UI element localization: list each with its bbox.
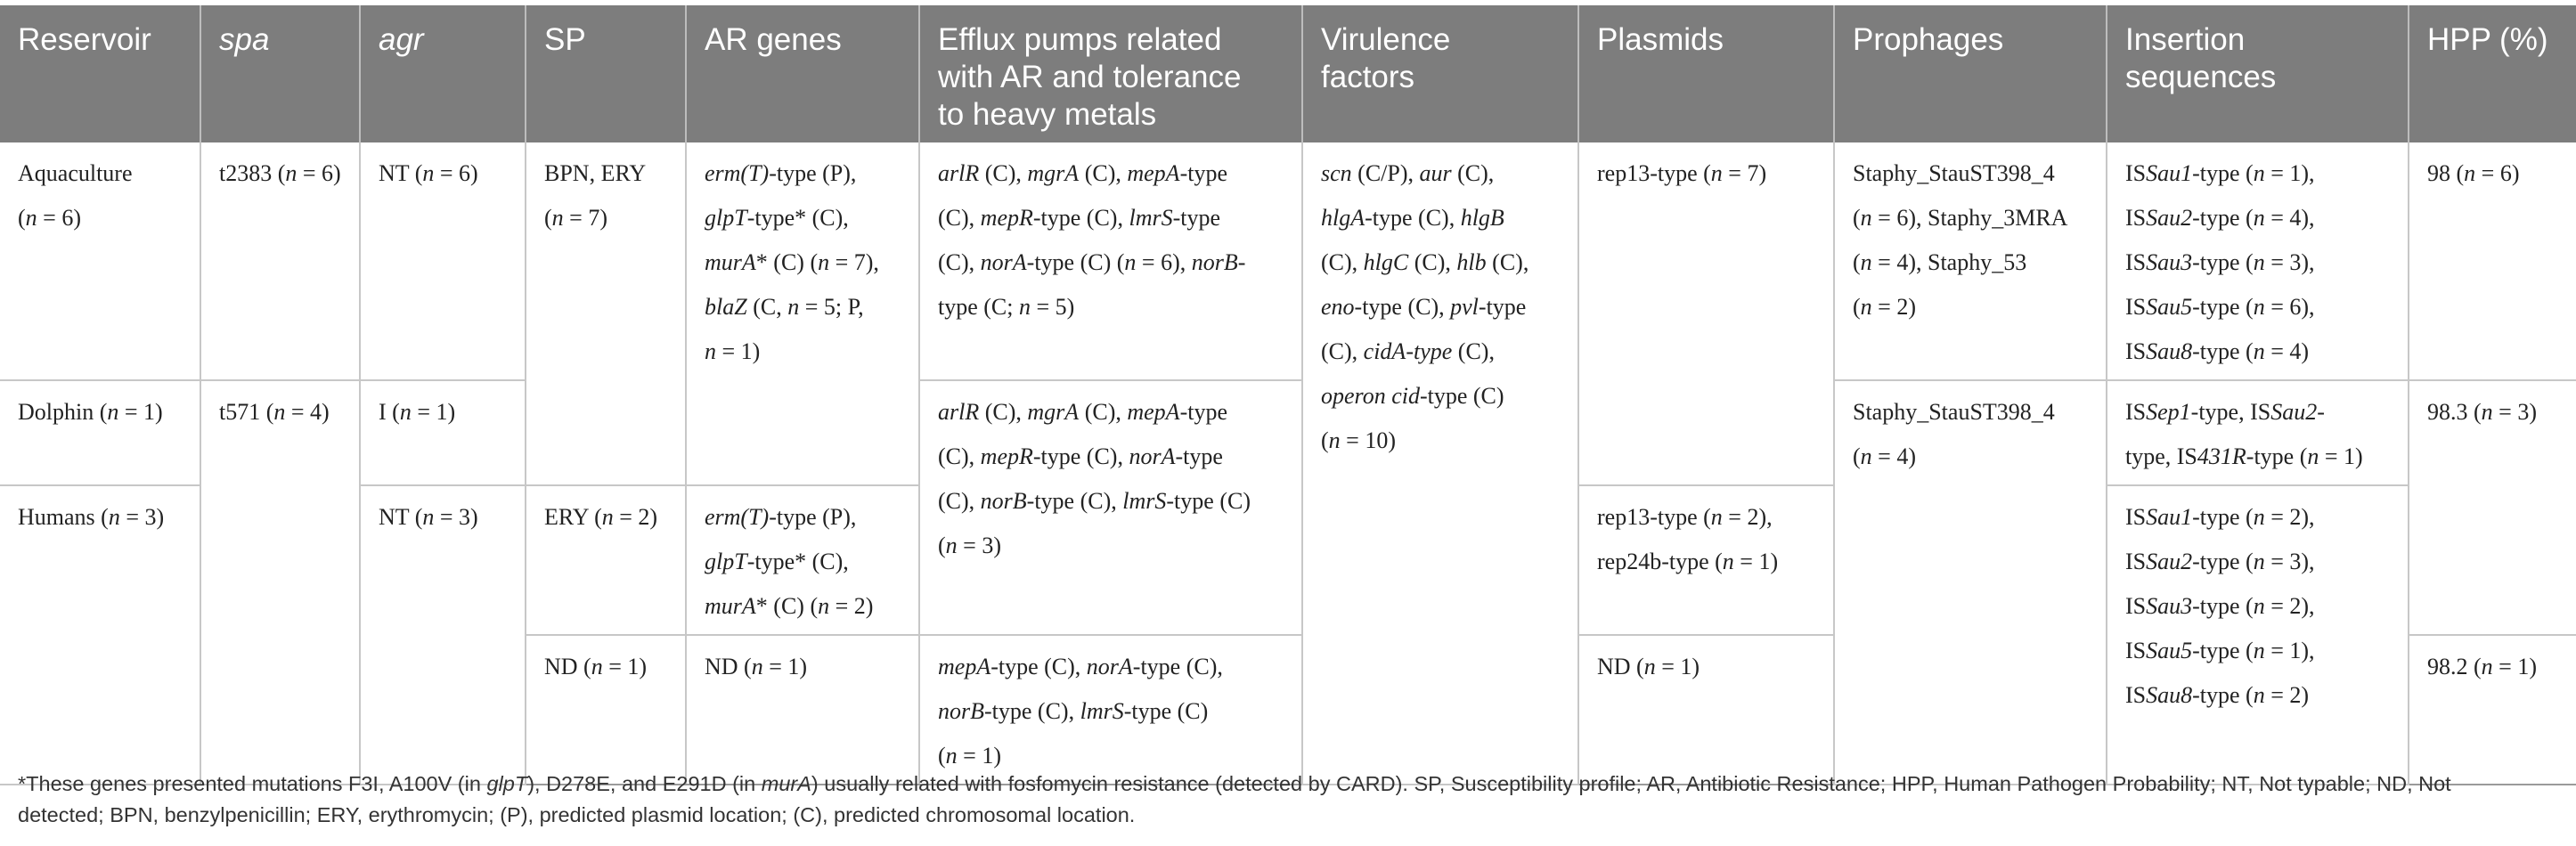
cell-line: 98 (n = 6) — [2427, 160, 2520, 186]
cell-line: operon cid-type (C) — [1321, 383, 1504, 409]
cell-line: Humans (n = 3) — [18, 504, 165, 530]
cell-line: type (C; n = 5) — [938, 294, 1075, 320]
table-cell — [360, 380, 526, 485]
table-row-aquaculture — [0, 142, 2576, 380]
table-cell — [200, 142, 360, 380]
cell-line: Staphy_StauST398_4 — [1853, 160, 2055, 186]
cell-line: t571 (n = 4) — [219, 399, 330, 425]
cell-line: (n = 1) — [938, 743, 1001, 769]
cell-line: (C), cidA-type (C), — [1321, 338, 1495, 364]
table-cell — [360, 485, 526, 785]
table-cell — [526, 635, 686, 785]
cell-line: (C), norB-type (C), lmrS-type (C) — [938, 488, 1251, 514]
cell-line: ISSau2-type (n = 3), — [2125, 549, 2315, 574]
table-cell — [526, 485, 686, 635]
cell-line: (C), norA-type (C) (n = 6), norB- — [938, 249, 1246, 275]
header-cell — [200, 5, 360, 142]
cell-line: mepA-type (C), norA-type (C), — [938, 654, 1223, 679]
cell-line: blaZ (C, n = 5; P, — [705, 294, 864, 320]
header-cell — [1834, 5, 2107, 142]
cell-line: ND (n = 1) — [544, 654, 648, 679]
cell-line: t2383 (n = 6) — [219, 160, 341, 186]
table-cell — [2107, 380, 2409, 485]
table-document — [0, 5, 2576, 785]
cell-line: ISSep1-type, ISSau2- — [2125, 399, 2325, 425]
footnote-line: *These genes presented mutations F3I, A100V (in glpT), D278E, and E291D (in murA) usually related with fosfomycin resistance (detected by CARD). SP, Susceptibility profile; AR, Antibiotic Resistance; HPP, Human Pathogen Probability; NT, Not typable; ND, Not — [18, 772, 2451, 795]
header-line: with AR and tolerance — [938, 60, 1242, 94]
cell-line: NT (n = 3) — [379, 504, 478, 530]
cell-line: 98.2 (n = 1) — [2427, 654, 2537, 679]
header-line: sequences — [2125, 60, 2277, 94]
header-cell — [526, 5, 686, 142]
cell-line: erm(T)-type (P), — [705, 160, 857, 186]
cell-line: (C), hlgC (C), hlb (C), — [1321, 249, 1529, 275]
cell-line: rep24b-type (n = 1) — [1597, 549, 1779, 574]
header-line: factors — [1321, 60, 1415, 94]
cell-line: (n = 4) — [1853, 443, 1916, 469]
cell-line: (C), mepR-type (C), norA-type — [938, 443, 1223, 469]
table-cell — [0, 485, 200, 785]
table-cell — [200, 380, 360, 785]
header-cell — [1302, 5, 1578, 142]
table-cell — [1834, 380, 2107, 785]
cell-line: erm(T)-type (P), — [705, 504, 857, 530]
header-cell — [686, 5, 919, 142]
table-cell — [1578, 142, 1834, 485]
cell-line: ISSau3-type (n = 3), — [2125, 249, 2315, 275]
table-cell — [1834, 142, 2107, 380]
table-cell — [2107, 485, 2409, 785]
cell-line: (C), mepR-type (C), lmrS-type — [938, 205, 1221, 231]
cell-line: Staphy_StauST398_4 — [1853, 399, 2055, 425]
cell-line: 98.3 (n = 3) — [2427, 399, 2537, 425]
cell-line: arlR (C), mgrA (C), mepA-type — [938, 399, 1227, 425]
cell-line: ISSau2-type (n = 4), — [2125, 205, 2315, 231]
table-row-dolphin — [0, 380, 2576, 485]
cell-line: ISSau5-type (n = 6), — [2125, 294, 2315, 320]
table-cell — [2409, 380, 2576, 635]
cell-line: (n = 3) — [938, 533, 1001, 558]
cell-line: (n = 2) — [1853, 294, 1916, 320]
header-line: agr — [379, 22, 424, 57]
cell-line: Dolphin (n = 1) — [18, 399, 163, 425]
header-line: AR genes — [705, 22, 842, 57]
header-line: to heavy metals — [938, 97, 1157, 132]
footnote-line: detected; BPN, benzylpenicillin; ERY, erythromycin; (P), predicted plasmid location; (C), predicted chromosomal location. — [18, 803, 1136, 826]
table-cell — [919, 142, 1302, 380]
header-line: Efflux pumps related — [938, 22, 1222, 57]
header-line: Virulence — [1321, 22, 1451, 57]
cell-line: rep13-type (n = 7) — [1597, 160, 1767, 186]
cell-line: ND (n = 1) — [1597, 654, 1700, 679]
table-cell — [0, 142, 200, 380]
table-cell — [1578, 635, 1834, 785]
header-row — [0, 5, 2576, 142]
cell-line: murA* (C) (n = 2) — [705, 593, 874, 619]
cell-line: NT (n = 6) — [379, 160, 478, 186]
cell-line: type, IS431R-type (n = 1) — [2125, 443, 2363, 469]
header-cell — [919, 5, 1302, 142]
table-cell — [1578, 485, 1834, 635]
cell-line: ISSau8-type (n = 4) — [2125, 338, 2310, 364]
cell-line: BPN, ERY — [544, 160, 647, 186]
header-cell — [2409, 5, 2576, 142]
cell-line: ISSau3-type (n = 2), — [2125, 593, 2315, 619]
table-cell — [0, 380, 200, 485]
cell-line: I (n = 1) — [379, 399, 456, 425]
table-cell — [686, 142, 919, 485]
cell-line: glpT-type* (C), — [705, 205, 849, 231]
cell-line: norB-type (C), lmrS-type (C) — [938, 698, 1209, 724]
table-cell — [1302, 142, 1578, 785]
table-cell — [919, 635, 1302, 785]
header-cell — [360, 5, 526, 142]
header-line: SP — [544, 22, 586, 57]
cell-line: scn (C/P), aur (C), — [1321, 160, 1495, 186]
genomic-features-table — [0, 5, 2576, 785]
cell-line: hlgA-type (C), hlgB — [1321, 205, 1504, 231]
cell-line: (n = 4), Staphy_53 — [1853, 249, 2027, 275]
table-cell — [919, 380, 1302, 635]
header-cell — [2107, 5, 2409, 142]
cell-line: glpT-type* (C), — [705, 549, 849, 574]
header-line: Reservoir — [18, 22, 151, 57]
header-cell — [1578, 5, 1834, 142]
cell-line: ND (n = 1) — [705, 654, 808, 679]
cell-line: ISSau5-type (n = 1), — [2125, 638, 2315, 663]
cell-line: arlR (C), mgrA (C), mepA-type — [938, 160, 1227, 186]
cell-line: ISSau8-type (n = 2) — [2125, 682, 2310, 708]
cell-line: ERY (n = 2) — [544, 504, 658, 530]
cell-line: (n = 6), Staphy_3MRA — [1853, 205, 2068, 231]
table-cell — [360, 142, 526, 380]
table-cell — [526, 142, 686, 485]
cell-line: (n = 7) — [544, 205, 607, 231]
table-cell — [2409, 142, 2576, 380]
table-cell — [686, 635, 919, 785]
cell-line: n = 1) — [705, 338, 761, 364]
cell-line: (n = 10) — [1321, 427, 1396, 453]
header-line: HPP (%) — [2427, 22, 2548, 57]
header-line: Plasmids — [1597, 22, 1724, 57]
cell-line: rep13-type (n = 2), — [1597, 504, 1773, 530]
cell-line: Aquaculture — [18, 160, 133, 186]
header-line: Insertion — [2125, 22, 2246, 57]
cell-line: murA* (C) (n = 7), — [705, 249, 879, 275]
header-cell — [0, 5, 200, 142]
header-line: spa — [219, 22, 270, 57]
cell-line: ISSau1-type (n = 1), — [2125, 160, 2315, 186]
table-cell — [2107, 142, 2409, 380]
cell-line: eno-type (C), pvl-type — [1321, 294, 1527, 320]
table-cell — [2409, 635, 2576, 785]
cell-line: ISSau1-type (n = 2), — [2125, 504, 2315, 530]
cell-line: (n = 6) — [18, 205, 81, 231]
table-cell — [686, 485, 919, 635]
header-line: Prophages — [1853, 22, 2004, 57]
table-footnote — [18, 769, 2565, 831]
